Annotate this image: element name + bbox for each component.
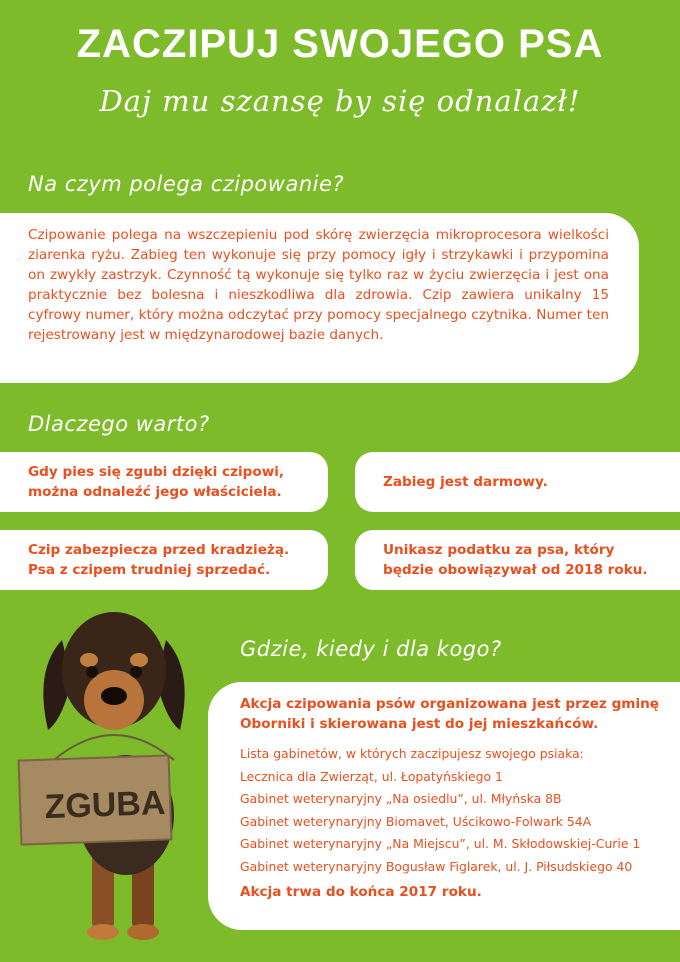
reason-card-tax <box>355 530 680 590</box>
reason-card-lost <box>0 452 328 512</box>
poster-subtitle: Daj mu szansę by się odnalazł! <box>99 84 581 118</box>
end-note: Akcja trwa do końca 2017 roku. <box>240 884 482 900</box>
list-item: Gabinet weterynaryjny Biomavet, Uścikowo-Folwark 54A <box>240 813 592 829</box>
clinic-list-intro: Lista gabinetów, w których zaczipujesz swojego psiaka: <box>240 746 584 761</box>
dog-illustration <box>14 600 214 950</box>
poster-title: ZACZIPUJ SWOJEGO PSA <box>76 22 604 66</box>
list-item: Lecznica dla Zwierząt, ul. Łopatyńskiego 1 <box>240 768 503 784</box>
where-lead: Akcja czipowania psów organizowana jest przez gminę Oborniki i skierowana jest do jej mieszkańców. <box>240 696 660 732</box>
heading-what: Na czym polega czipowanie? <box>28 172 345 196</box>
clinic-list <box>240 743 680 878</box>
reason-card-theft <box>0 530 328 590</box>
dog-sign-text: ZGUBA <box>43 783 167 827</box>
where-info-box <box>208 682 680 930</box>
list-item: Gabinet weterynaryjny Bogusław Figlarek, ul. J. Piłsudskiego 40 <box>240 858 633 874</box>
reason-text: Gdy pies się zgubi dzięki czipowi, można odnaleźć jego właściciela. <box>28 464 285 500</box>
reason-text: Unikasz podatku za psa, który będzie obowiązywał od 2018 roku. <box>383 542 648 578</box>
heading-where: Gdzie, kiedy i dla kogo? <box>240 637 502 661</box>
heading-why: Dlaczego warto? <box>28 412 210 436</box>
reason-text: Czip zabezpiecza przed kradzieżą. Psa z czipem trudniej sprzedać. <box>28 542 290 578</box>
reason-text: Zabieg jest darmowy. <box>383 474 548 490</box>
list-item: Gabinet weterynaryjny „Na osiedlu”, ul. Młyńska 8B <box>240 791 562 806</box>
list-item: Gabinet weterynaryjny „Na Miejscu”, ul. M. Skłodowskiej-Curie 1 <box>240 836 641 851</box>
reason-card-free <box>355 452 680 512</box>
intro-text-box: Czipowanie polega na wszczepieniu pod skórę zwierzęcia mikroprocesora wielkości ziarenka ryżu. Zabieg ten wykonuje się przy pomocy igły i strzykawki i przypomina on zwykły zastrzyk. Czynność tą wykonuje się tylko raz w życiu zwierzęcia i jest ona praktycznie bez bolesna i nieszkodliwa dla zdrowia. Czip zawiera unikalny 15 cyfrowy numer, który można odczytać przy pomocy specjalnego czytnika. Numer ten rejestrowany jest w międzynarodowej bazie danych. <box>0 213 639 383</box>
